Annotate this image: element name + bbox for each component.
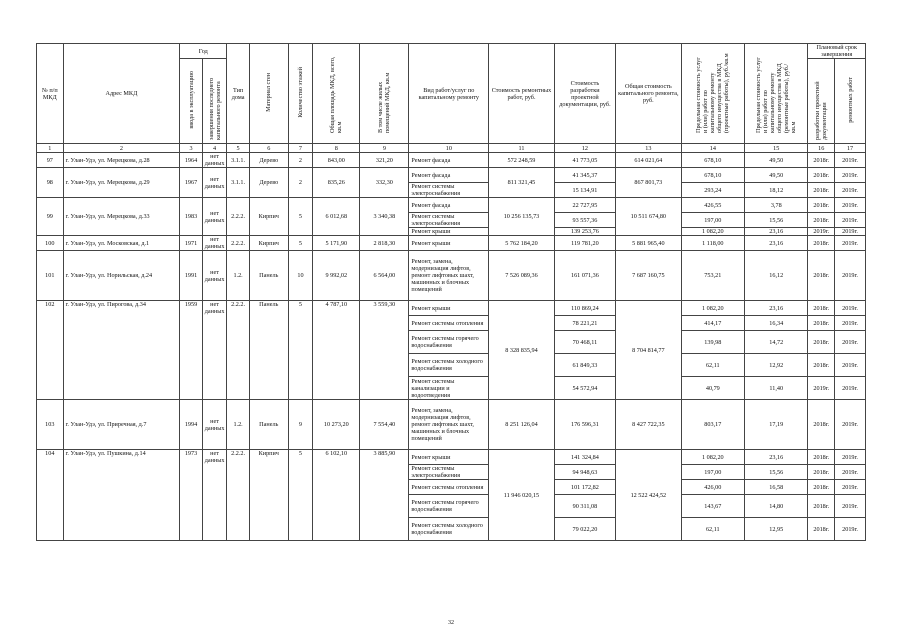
row-area: 835,26 bbox=[313, 168, 360, 198]
row-design-cost: 101 172,82 bbox=[554, 480, 615, 495]
row-cost: 8 251 126,04 bbox=[489, 400, 554, 450]
row-deadline-design: 2018г. bbox=[808, 183, 835, 198]
col-num: 7 bbox=[288, 144, 313, 153]
row-limit-design: 1 082,20 bbox=[681, 228, 744, 236]
row-material: Кирпич bbox=[249, 198, 288, 236]
row-year-repair: нет данных bbox=[202, 168, 227, 198]
row-limit-design: 1 082,20 bbox=[681, 450, 744, 465]
row-design-cost: 90 311,08 bbox=[554, 495, 615, 518]
row-design-cost: 79 022,20 bbox=[554, 518, 615, 541]
row-year-repair: нет данных bbox=[202, 400, 227, 450]
row-number: 102 bbox=[37, 301, 64, 400]
row-address: г. Улан-Удэ, ул. Пушкина, д.14 bbox=[63, 450, 180, 541]
row-work: Ремонт крыши bbox=[409, 450, 489, 465]
row-address: г. Улан-Удэ, ул. Приречная, д.7 bbox=[63, 400, 180, 450]
row-limit-design: 1 118,00 bbox=[681, 236, 744, 251]
row-work: Ремонт фасада bbox=[409, 153, 489, 168]
row-deadline-repair: 2019г. bbox=[835, 301, 866, 316]
row-limit-design: 197,00 bbox=[681, 465, 744, 480]
header-house-type: Тип дома bbox=[227, 44, 250, 144]
row-limit-repair: 23,16 bbox=[745, 236, 808, 251]
row-house-type: 1.2. bbox=[227, 251, 250, 301]
row-year-built: 1983 bbox=[180, 198, 203, 236]
row-material: Дерево bbox=[249, 153, 288, 168]
row-year-built: 1971 bbox=[180, 236, 203, 251]
row-design-cost: 78 221,21 bbox=[554, 316, 615, 331]
row-deadline-design: 2018г. bbox=[808, 465, 835, 480]
row-deadline-repair: 2019г. bbox=[835, 518, 866, 541]
row-design-cost: 41 773,05 bbox=[554, 153, 615, 168]
row-material: Дерево bbox=[249, 168, 288, 198]
row-cost: 8 328 835,94 bbox=[489, 301, 554, 400]
row-work: Ремонт, замена, модернизация лифтов, ремонт лифтовых шахт, машинных и блочных помещений bbox=[409, 251, 489, 301]
row-design-cost: 161 071,36 bbox=[554, 251, 615, 301]
header-limit-design: Предельная стоимость услуг и (или) работ по капитальному ремонту общего имущества в МКД (проектные работы), руб./кв.м bbox=[681, 44, 744, 144]
header-work-type: Вид работ/услуг по капитальному ремонту bbox=[409, 44, 489, 144]
row-work: Ремонт системы электроснабжения bbox=[409, 465, 489, 480]
row-design-cost: 61 849,33 bbox=[554, 354, 615, 377]
row-deadline-repair: 2019г. bbox=[835, 198, 866, 213]
row-area: 10 273,20 bbox=[313, 400, 360, 450]
header-year-commission: ввода в эксплуатацию bbox=[180, 59, 203, 144]
row-limit-repair: 15,56 bbox=[745, 465, 808, 480]
row-year-repair: нет данных bbox=[202, 153, 227, 168]
row-limit-repair: 16,12 bbox=[745, 251, 808, 301]
row-house-type: 2.2.2. bbox=[227, 198, 250, 236]
row-total: 7 687 160,75 bbox=[616, 251, 681, 301]
row-design-cost: 54 572,94 bbox=[554, 377, 615, 400]
row-limit-repair: 14,80 bbox=[745, 495, 808, 518]
row-limit-design: 414,17 bbox=[681, 316, 744, 331]
row-year-built: 1994 bbox=[180, 400, 203, 450]
header-deadline-group: Плановый срок завершения bbox=[808, 44, 866, 59]
col-num: 1 bbox=[37, 144, 64, 153]
row-year-built: 1964 bbox=[180, 153, 203, 168]
row-deadline-repair: 2019г. bbox=[835, 251, 866, 301]
row-limit-design: 143,67 bbox=[681, 495, 744, 518]
row-deadline-repair: 2019г. bbox=[835, 213, 866, 228]
row-deadline-design: 2018г. bbox=[808, 450, 835, 465]
row-year-repair: нет данных bbox=[202, 301, 227, 400]
row-work: Ремонт крыши bbox=[409, 301, 489, 316]
row-deadline-repair: 2019г. bbox=[835, 228, 866, 236]
col-num: 3 bbox=[180, 144, 203, 153]
row-total: 614 021,64 bbox=[616, 153, 681, 168]
capital-repair-table-sheet bbox=[36, 43, 866, 541]
row-year-built: 1991 bbox=[180, 251, 203, 301]
row-deadline-design: 2018г. bbox=[808, 495, 835, 518]
capital-repair-table bbox=[36, 43, 866, 541]
row-limit-repair: 49,50 bbox=[745, 168, 808, 183]
row-living-area: 332,30 bbox=[360, 168, 409, 198]
col-num: 11 bbox=[489, 144, 554, 153]
row-house-type: 3.1.1. bbox=[227, 153, 250, 168]
row-deadline-repair: 2019г. bbox=[835, 153, 866, 168]
row-year-built: 1967 bbox=[180, 168, 203, 198]
row-design-cost: 139 253,76 bbox=[554, 228, 615, 236]
header-year-last-repair: завершения последнего капитального ремонта bbox=[202, 59, 227, 144]
row-limit-design: 62,11 bbox=[681, 354, 744, 377]
row-cost: 11 946 020,15 bbox=[489, 450, 554, 541]
row-design-cost: 93 557,36 bbox=[554, 213, 615, 228]
row-deadline-design: 2019г. bbox=[808, 377, 835, 400]
row-work: Ремонт, замена, модернизация лифтов, ремонт лифтовых шахт, машинных и блочных помещений bbox=[409, 400, 489, 450]
header-year-group: Год bbox=[180, 44, 227, 59]
row-area: 5 171,90 bbox=[313, 236, 360, 251]
row-year-repair: нет данных bbox=[202, 450, 227, 541]
row-limit-design: 293,24 bbox=[681, 183, 744, 198]
row-limit-design: 426,00 bbox=[681, 480, 744, 495]
header-design-cost: Стоимость разработки проектной документации, руб. bbox=[554, 44, 615, 144]
row-floors: 5 bbox=[288, 236, 313, 251]
row-total: 5 881 965,40 bbox=[616, 236, 681, 251]
row-number: 99 bbox=[37, 198, 64, 236]
row-deadline-design: 2018г. bbox=[808, 301, 835, 316]
row-floors: 5 bbox=[288, 450, 313, 541]
row-deadline-repair: 2019г. bbox=[835, 316, 866, 331]
row-year-repair: нет данных bbox=[202, 198, 227, 236]
col-num: 15 bbox=[745, 144, 808, 153]
row-number: 100 bbox=[37, 236, 64, 251]
row-total: 8 427 722,35 bbox=[616, 400, 681, 450]
row-work: Ремонт системы электроснабжения bbox=[409, 213, 489, 228]
row-living-area: 2 818,30 bbox=[360, 236, 409, 251]
col-num: 10 bbox=[409, 144, 489, 153]
row-house-type: 2.2.2. bbox=[227, 301, 250, 400]
row-year-built: 1959 bbox=[180, 301, 203, 400]
row-total: 12 522 424,52 bbox=[616, 450, 681, 541]
row-deadline-repair: 2019г. bbox=[835, 480, 866, 495]
row-deadline-design: 2018г. bbox=[808, 518, 835, 541]
row-limit-design: 1 082,20 bbox=[681, 301, 744, 316]
row-limit-design: 139,98 bbox=[681, 331, 744, 354]
row-design-cost: 176 596,31 bbox=[554, 400, 615, 450]
row-deadline-repair: 2019г. bbox=[835, 168, 866, 183]
row-deadline-design: 2018г. bbox=[808, 316, 835, 331]
row-deadline-design: 2018г. bbox=[808, 236, 835, 251]
header-deadline-design: разработки проектной документации bbox=[808, 59, 835, 144]
row-limit-repair: 12,95 bbox=[745, 518, 808, 541]
row-deadline-design: 2018г. bbox=[808, 251, 835, 301]
row-design-cost: 70 468,11 bbox=[554, 331, 615, 354]
row-cost: 5 762 184,20 bbox=[489, 236, 554, 251]
table-row bbox=[37, 198, 866, 213]
row-deadline-design: 2018г. bbox=[808, 480, 835, 495]
row-limit-repair: 16,34 bbox=[745, 316, 808, 331]
row-area: 843,00 bbox=[313, 153, 360, 168]
row-address: г. Улан-Удэ, ул. Мерецкова, д.29 bbox=[63, 168, 180, 198]
row-area: 9 992,02 bbox=[313, 251, 360, 301]
row-total: 8 704 814,77 bbox=[616, 301, 681, 400]
table-row bbox=[37, 301, 866, 316]
row-living-area: 3 340,38 bbox=[360, 198, 409, 236]
row-deadline-design: 2019г. bbox=[808, 228, 835, 236]
row-floors: 5 bbox=[288, 198, 313, 236]
row-cost: 811 321,45 bbox=[489, 168, 554, 198]
row-living-area: 6 564,00 bbox=[360, 251, 409, 301]
header-total-area: Общая площадь МКД, всего, кв.м bbox=[313, 44, 360, 144]
row-limit-design: 62,11 bbox=[681, 518, 744, 541]
row-limit-design: 678,10 bbox=[681, 153, 744, 168]
row-living-area: 321,20 bbox=[360, 153, 409, 168]
row-work: Ремонт системы отопления bbox=[409, 480, 489, 495]
row-cost: 572 248,59 bbox=[489, 153, 554, 168]
row-limit-repair: 23,16 bbox=[745, 228, 808, 236]
row-deadline-repair: 2019г. bbox=[835, 236, 866, 251]
row-deadline-repair: 2019г. bbox=[835, 183, 866, 198]
row-address: г. Улан-Удэ, ул. Пирогова, д.34 bbox=[63, 301, 180, 400]
header-number: № п/п МКД bbox=[37, 44, 64, 144]
row-work: Ремонт фасада bbox=[409, 198, 489, 213]
row-design-cost: 15 134,91 bbox=[554, 183, 615, 198]
row-limit-repair: 16,58 bbox=[745, 480, 808, 495]
row-living-area: 3 559,30 bbox=[360, 301, 409, 400]
row-limit-design: 753,21 bbox=[681, 251, 744, 301]
row-work: Ремонт крыши bbox=[409, 236, 489, 251]
col-num: 8 bbox=[313, 144, 360, 153]
row-limit-design: 803,17 bbox=[681, 400, 744, 450]
row-address: г. Улан-Удэ, ул. Мерецкова, д.28 bbox=[63, 153, 180, 168]
row-design-cost: 94 948,63 bbox=[554, 465, 615, 480]
col-num: 2 bbox=[63, 144, 180, 153]
header-row-1 bbox=[37, 44, 866, 59]
row-address: г. Улан-Удэ, ул. Норильская, д.24 bbox=[63, 251, 180, 301]
row-deadline-repair: 2019г. bbox=[835, 377, 866, 400]
col-num: 12 bbox=[554, 144, 615, 153]
row-limit-repair: 23,16 bbox=[745, 450, 808, 465]
row-area: 6 012,68 bbox=[313, 198, 360, 236]
table-row bbox=[37, 251, 866, 301]
col-num: 6 bbox=[249, 144, 288, 153]
row-living-area: 3 885,90 bbox=[360, 450, 409, 541]
row-floors: 2 bbox=[288, 153, 313, 168]
row-material: Кирпич bbox=[249, 236, 288, 251]
row-work: Ремонт системы канализации и водоотведения bbox=[409, 377, 489, 400]
row-material: Панель bbox=[249, 400, 288, 450]
row-cost: 7 526 089,36 bbox=[489, 251, 554, 301]
header-repair-cost: Стоимость ремонтных работ, руб. bbox=[489, 44, 554, 144]
table-row bbox=[37, 400, 866, 450]
row-deadline-design: 2018г. bbox=[808, 331, 835, 354]
row-limit-repair: 11,40 bbox=[745, 377, 808, 400]
row-material: Панель bbox=[249, 251, 288, 301]
row-house-type: 1.2. bbox=[227, 400, 250, 450]
row-limit-repair: 3,78 bbox=[745, 198, 808, 213]
row-number: 104 bbox=[37, 450, 64, 541]
row-house-type: 2.2.2. bbox=[227, 450, 250, 541]
row-number: 98 bbox=[37, 168, 64, 198]
row-work: Ремонт системы горячего водоснабжения bbox=[409, 331, 489, 354]
column-number-row bbox=[37, 144, 866, 153]
row-limit-repair: 14,72 bbox=[745, 331, 808, 354]
row-total: 10 511 674,80 bbox=[616, 198, 681, 236]
row-design-cost: 119 781,20 bbox=[554, 236, 615, 251]
row-deadline-design: 2018г. bbox=[808, 168, 835, 183]
header-deadline-repair: ремонтных работ bbox=[835, 59, 866, 144]
row-design-cost: 110 869,24 bbox=[554, 301, 615, 316]
row-deadline-repair: 2019г. bbox=[835, 450, 866, 465]
row-work: Ремонт системы горячего водоснабжения bbox=[409, 495, 489, 518]
row-deadline-design: 2018г. bbox=[808, 153, 835, 168]
row-design-cost: 141 324,84 bbox=[554, 450, 615, 465]
table-row bbox=[37, 236, 866, 251]
row-number: 97 bbox=[37, 153, 64, 168]
row-area: 6 102,10 bbox=[313, 450, 360, 541]
row-year-repair: нет данных bbox=[202, 236, 227, 251]
row-number: 101 bbox=[37, 251, 64, 301]
col-num: 9 bbox=[360, 144, 409, 153]
row-limit-design: 678,10 bbox=[681, 168, 744, 183]
row-work: Ремонт системы холодного водоснабжения bbox=[409, 354, 489, 377]
row-design-cost: 22 727,95 bbox=[554, 198, 615, 213]
row-living-area: 7 554,40 bbox=[360, 400, 409, 450]
header-living-area: В том числе жилых помещений МКД, кв.м bbox=[360, 44, 409, 144]
row-cost: 10 256 135,73 bbox=[489, 198, 554, 236]
header-total-cost: Общая стоимость капитального ремонта, руб. bbox=[616, 44, 681, 144]
row-floors: 10 bbox=[288, 251, 313, 301]
row-limit-repair: 17,19 bbox=[745, 400, 808, 450]
col-num: 5 bbox=[227, 144, 250, 153]
row-area: 4 787,10 bbox=[313, 301, 360, 400]
row-limit-repair: 12,92 bbox=[745, 354, 808, 377]
row-limit-design: 197,00 bbox=[681, 213, 744, 228]
row-limit-design: 40,79 bbox=[681, 377, 744, 400]
header-floors: Количество этажей bbox=[288, 44, 313, 144]
table-row bbox=[37, 153, 866, 168]
row-house-type: 2.2.2. bbox=[227, 236, 250, 251]
row-work: Ремонт фасада bbox=[409, 168, 489, 183]
row-number: 103 bbox=[37, 400, 64, 450]
row-design-cost: 41 345,37 bbox=[554, 168, 615, 183]
row-deadline-repair: 2019г. bbox=[835, 354, 866, 377]
header-address: Адрес МКД bbox=[63, 44, 180, 144]
row-work: Ремонт системы холодного водоснабжения bbox=[409, 518, 489, 541]
row-material: Кирпич bbox=[249, 450, 288, 541]
header-wall-material: Материал стен bbox=[249, 44, 288, 144]
table-row bbox=[37, 168, 866, 183]
row-deadline-repair: 2019г. bbox=[835, 495, 866, 518]
row-limit-design: 426,55 bbox=[681, 198, 744, 213]
row-work: Ремонт системы электроснабжения bbox=[409, 183, 489, 198]
row-work: Ремонт крыши bbox=[409, 228, 489, 236]
row-year-built: 1973 bbox=[180, 450, 203, 541]
row-floors: 5 bbox=[288, 301, 313, 400]
row-floors: 9 bbox=[288, 400, 313, 450]
col-num: 4 bbox=[202, 144, 227, 153]
header-limit-repair: Предельная стоимость услуг и (или) работ по капитальному ремонту общего имущества в МКД (ремонтные работы), руб./кв.м bbox=[745, 44, 808, 144]
row-work: Ремонт системы отопления bbox=[409, 316, 489, 331]
row-material: Панель bbox=[249, 301, 288, 400]
row-house-type: 3.1.1. bbox=[227, 168, 250, 198]
row-floors: 2 bbox=[288, 168, 313, 198]
row-deadline-design: 2018г. bbox=[808, 400, 835, 450]
row-deadline-repair: 2019г. bbox=[835, 400, 866, 450]
table-row bbox=[37, 450, 866, 465]
row-address: г. Улан-Удэ, ул. Мерецкова, д.33 bbox=[63, 198, 180, 236]
row-address: г. Улан-Удэ, ул. Московская, д.1 bbox=[63, 236, 180, 251]
row-deadline-design: 2018г. bbox=[808, 354, 835, 377]
row-year-repair: нет данных bbox=[202, 251, 227, 301]
col-num: 16 bbox=[808, 144, 835, 153]
row-limit-repair: 23,16 bbox=[745, 301, 808, 316]
col-num: 13 bbox=[616, 144, 681, 153]
page-number: 32 bbox=[448, 620, 454, 626]
col-num: 17 bbox=[835, 144, 866, 153]
row-total: 867 801,73 bbox=[616, 168, 681, 198]
col-num: 14 bbox=[681, 144, 744, 153]
row-limit-repair: 18,12 bbox=[745, 183, 808, 198]
row-deadline-repair: 2019г. bbox=[835, 465, 866, 480]
row-deadline-repair: 2019г. bbox=[835, 331, 866, 354]
row-limit-repair: 49,50 bbox=[745, 153, 808, 168]
row-deadline-design: 2018г. bbox=[808, 198, 835, 213]
row-limit-repair: 15,56 bbox=[745, 213, 808, 228]
row-deadline-design: 2018г. bbox=[808, 213, 835, 228]
